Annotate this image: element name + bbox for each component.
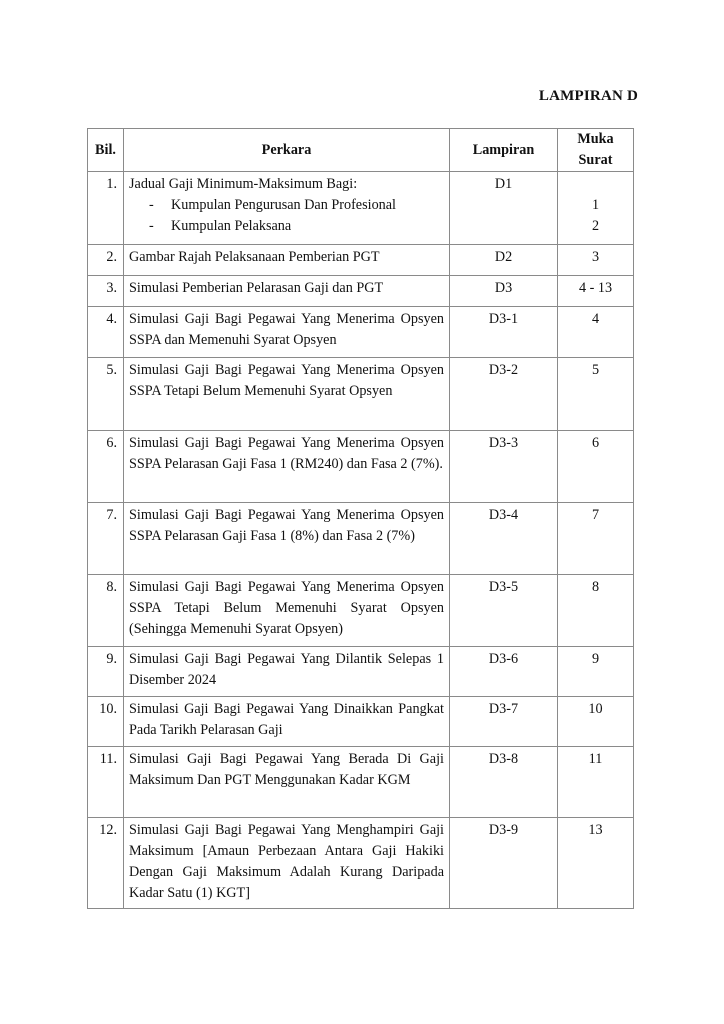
table-row [88,747,634,818]
row-page: 4 [558,307,634,358]
header-muka-surat-line2: Surat [578,152,613,168]
table-row [88,172,634,245]
row-page: 10 [558,697,634,747]
sub-item: - Kumpulan Pengurusan Dan Profesional [149,197,396,213]
row-item: Simulasi Gaji Bagi Pegawai Yang Berada Di Gaji Maksimum Dan PGT Menggunakan Kadar KGM [124,747,450,818]
header-perkara: Perkara [124,129,450,172]
table-row [88,307,634,358]
row-item: Gambar Rajah Pelaksanaan Pemberian PGT [124,245,450,276]
row-number: 2. [88,245,124,276]
row-item: Simulasi Pemberian Pelarasan Gaji dan PGT [124,276,450,307]
table-row [88,818,634,909]
row-number: 1. [88,172,124,245]
row-item: Simulasi Gaji Bagi Pegawai Yang Menerima Opsyen SSPA Pelarasan Gaji Fasa 1 (RM240) dan Fasa 2 (7%). [124,431,450,503]
row-page: 7 [558,503,634,575]
row-number: 6. [88,431,124,503]
row-page [558,172,634,245]
row-page: 13 [558,818,634,909]
table-row [88,575,634,647]
row-page: 5 [558,358,634,431]
row-number: 12. [88,818,124,909]
row-appendix: D3-7 [450,697,558,747]
row-page: 11 [558,747,634,818]
row-appendix: D3 [450,276,558,307]
sub-item-text: Kumpulan Pengurusan Dan Profesional [171,197,396,213]
page-heading: LAMPIRAN D [538,88,638,104]
row-item: Simulasi Gaji Bagi Pegawai Yang Dinaikkan Pangkat Pada Tarikh Pelarasan Gaji [124,697,450,747]
row-number: 9. [88,647,124,697]
row-appendix: D2 [450,245,558,276]
row-item: Simulasi Gaji Bagi Pegawai Yang Menerima Opsyen SSPA Tetapi Belum Memenuhi Syarat Opsyen (Sehingga Memenuhi Syarat Opsyen) [124,575,450,647]
row-number: 5. [88,358,124,431]
row-appendix: D3-9 [450,818,558,909]
header-muka-surat [558,129,634,172]
row-number: 10. [88,697,124,747]
row-page-line: 1 [591,197,600,213]
row-appendix: D3-6 [450,647,558,697]
sub-item: - Kumpulan Pelaksana [149,218,292,234]
row-item [124,172,450,245]
row-appendix: D3-3 [450,431,558,503]
table-row [88,276,634,307]
row-item: Simulasi Gaji Bagi Pegawai Yang Menerima Opsyen SSPA Tetapi Belum Memenuhi Syarat Opsyen [124,358,450,431]
row-page-line [563,174,628,195]
row-page-line: 2 [591,218,600,234]
row-number: 7. [88,503,124,575]
table-row [88,647,634,697]
row-item: Simulasi Gaji Bagi Pegawai Yang Menerima Opsyen SSPA Pelarasan Gaji Fasa 1 (8%) dan Fasa 2 (7%) [124,503,450,575]
row-appendix: D3-2 [450,358,558,431]
row-item: Simulasi Gaji Bagi Pegawai Yang Menghampiri Gaji Maksimum [Amaun Perbezaan Antara Gaji Hakiki Dengan Gaji Maksimum Adalah Kurang Daripada Kadar Satu (1) KGT] [124,818,450,909]
header-muka-surat-line1: Muka [577,131,614,147]
row-page: 9 [558,647,634,697]
row-appendix: D3-5 [450,575,558,647]
row-page: 4 - 13 [558,276,634,307]
row-number: 4. [88,307,124,358]
header-lampiran: Lampiran [450,129,558,172]
row-page: 3 [558,245,634,276]
table-row [88,245,634,276]
row-number: 3. [88,276,124,307]
row-item: Simulasi Gaji Bagi Pegawai Yang Menerima Opsyen SSPA dan Memenuhi Syarat Opsyen [124,307,450,358]
appendix-index-table [87,128,634,909]
table-row [88,358,634,431]
row-page: 8 [558,575,634,647]
sub-item-list [129,195,444,237]
row-appendix: D3-4 [450,503,558,575]
table-row [88,503,634,575]
row-item-text: Jadual Gaji Minimum-Maksimum Bagi: [129,176,358,192]
table-row [88,431,634,503]
row-number: 8. [88,575,124,647]
row-appendix: D3-1 [450,307,558,358]
table-row [88,697,634,747]
row-item: Simulasi Gaji Bagi Pegawai Yang Dilantik Selepas 1 Disember 2024 [124,647,450,697]
row-number: 11. [88,747,124,818]
table-header-row [88,129,634,172]
row-appendix: D1 [450,172,558,245]
header-bil: Bil. [88,129,124,172]
sub-item-text: Kumpulan Pelaksana [171,218,292,234]
row-appendix: D3-8 [450,747,558,818]
row-page: 6 [558,431,634,503]
